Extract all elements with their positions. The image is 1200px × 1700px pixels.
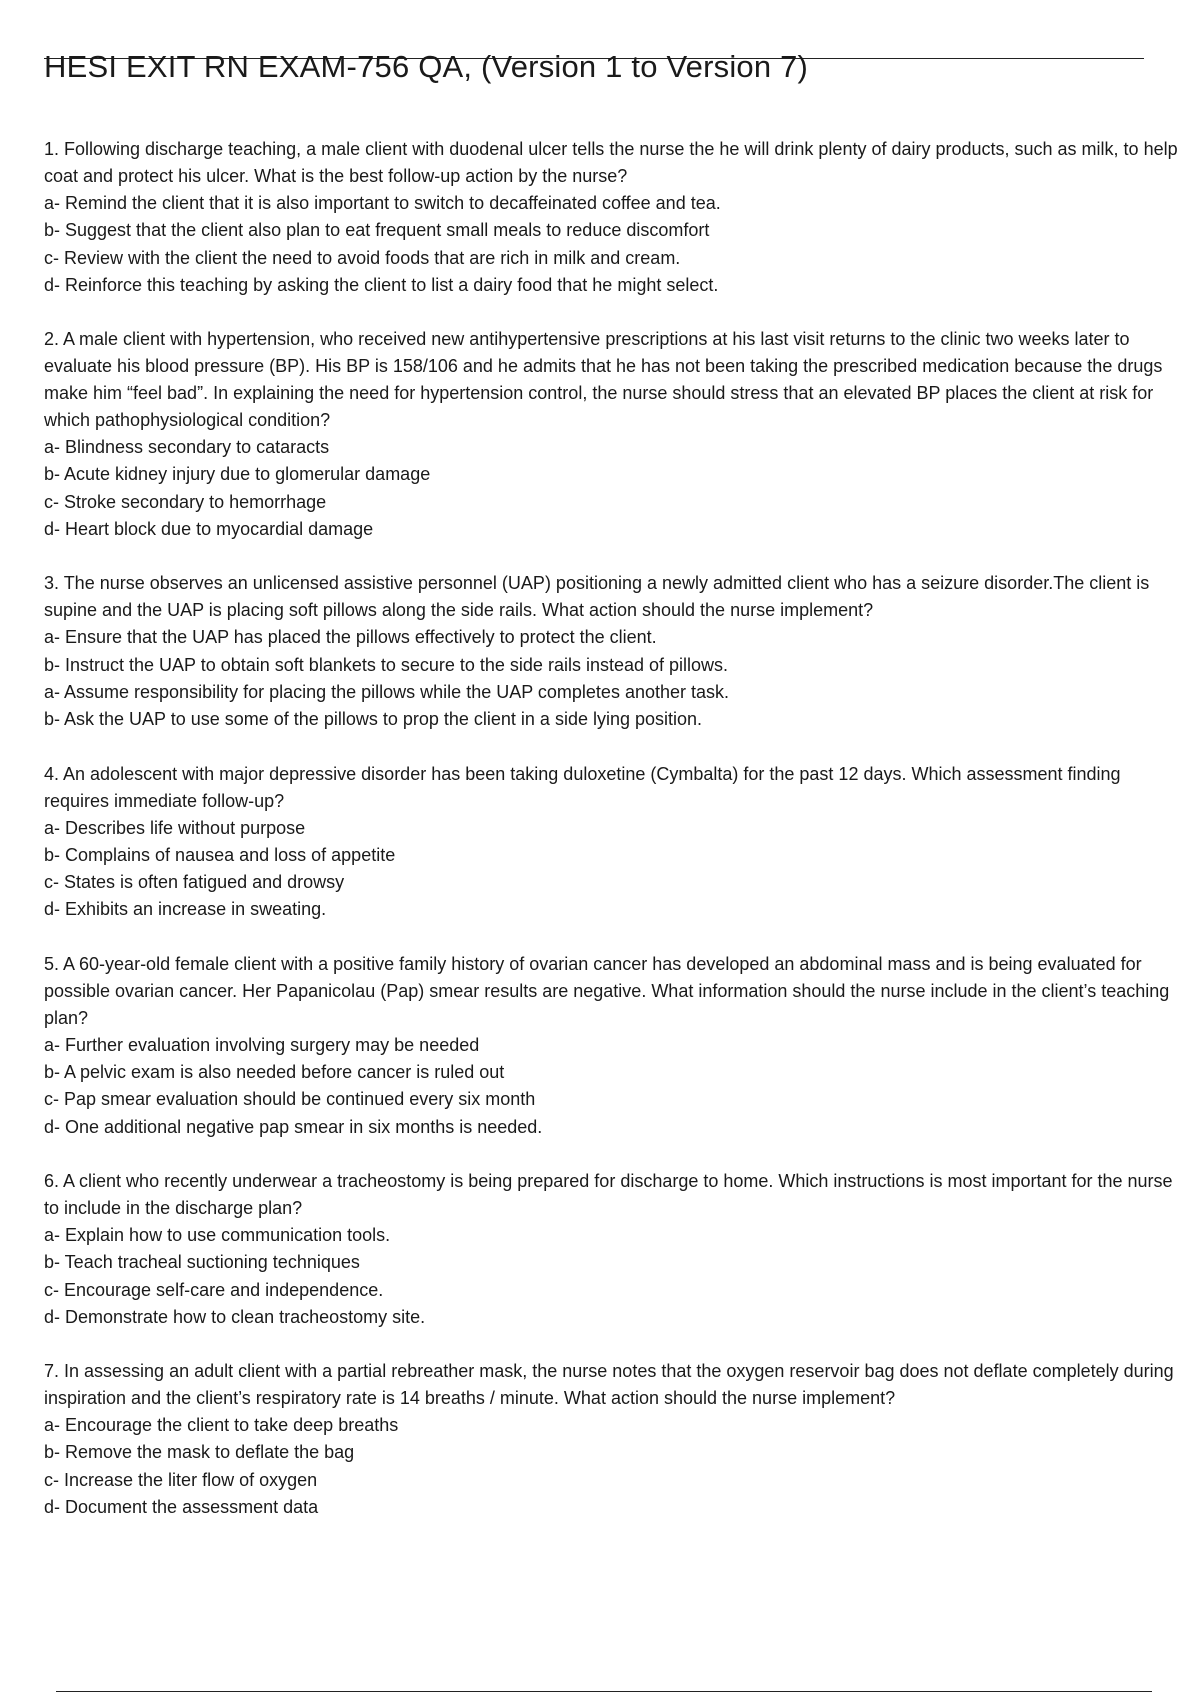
question-stem: 6. A client who recently underwear a tracheostomy is being prepared for discharge to home. Which instructions is most important for the nurse to include in the discharge plan? — [44, 1170, 1173, 1218]
answer-option: b- A pelvic exam is also needed before cancer is ruled out — [44, 1062, 505, 1083]
question-list — [44, 136, 1184, 1548]
answer-option: c- States is often fatigued and drowsy — [44, 872, 345, 893]
question-5 — [44, 951, 1184, 1141]
document-title: HESI EXIT RN EXAM-756 QA, (Version 1 to Version 7) — [44, 49, 809, 84]
answer-option: d- Exhibits an increase in sweating. — [44, 899, 327, 920]
question-2 — [44, 326, 1184, 543]
answer-option: d- Reinforce this teaching by asking the client to list a dairy food that he might select. — [44, 274, 719, 295]
footer-rule — [56, 1691, 1152, 1692]
answer-options — [44, 1412, 1184, 1521]
question-stem: 7. In assessing an adult client with a partial rebreather mask, the nurse notes that the oxygen reservoir bag does not deflate completely during inspiration and the client’s respiratory rate is 14 breaths / minute. What action should the nurse implement? — [44, 1361, 1174, 1409]
answer-options — [44, 1222, 1184, 1331]
answer-option: c- Review with the client the need to avoid foods that are rich in milk and cream. — [44, 247, 681, 268]
answer-option: a- Explain how to use communication tools. — [44, 1224, 391, 1245]
question-3 — [44, 570, 1184, 733]
answer-option: a- Encourage the client to take deep breaths — [44, 1415, 399, 1436]
answer-option: a- Remind the client that it is also important to switch to decaffeinated coffee and tea. — [44, 193, 721, 213]
answer-option: a- Describes life without purpose — [44, 817, 306, 838]
answer-options — [44, 434, 1184, 543]
answer-option: c- Stroke secondary to hemorrhage — [44, 491, 327, 512]
answer-option: b- Complains of nausea and loss of appetite — [44, 844, 396, 865]
answer-option: d- Demonstrate how to clean tracheostomy site. — [44, 1306, 426, 1327]
answer-option: a- Further evaluation involving surgery may be needed — [44, 1034, 480, 1055]
answer-option: c- Increase the liter flow of oxygen — [44, 1469, 318, 1490]
title-row — [44, 44, 1144, 90]
answer-options — [44, 1032, 1184, 1141]
answer-option: d- Heart block due to myocardial damage — [44, 519, 374, 540]
answer-option: b- Suggest that the client also plan to eat frequent small meals to reduce discomfort — [44, 220, 710, 241]
answer-option: a- Ensure that the UAP has placed the pillows effectively to protect the client. — [44, 627, 657, 648]
answer-options — [44, 190, 1184, 299]
answer-option: c- Encourage self-care and independence. — [44, 1279, 384, 1300]
answer-option: d- One additional negative pap smear in six months is needed. — [44, 1116, 543, 1137]
answer-options — [44, 624, 1184, 733]
answer-option: c- Pap smear evaluation should be continued every six month — [44, 1089, 536, 1110]
question-stem: 3. The nurse observes an unlicensed assistive personnel (UAP) positioning a newly admitted client who has a seizure disorder.The client is supine and the UAP is placing soft pillows along the side rails. What action should the nurse implement? — [44, 573, 1150, 621]
answer-option: b- Ask the UAP to use some of the pillows to prop the client in a side lying position. — [44, 709, 703, 730]
answer-option: d- Document the assessment data — [44, 1497, 319, 1518]
answer-option: b- Acute kidney injury due to glomerular damage — [44, 464, 431, 485]
answer-option: b- Teach tracheal suctioning techniques — [44, 1252, 360, 1273]
answer-option: a- Assume responsibility for placing the pillows while the UAP completes another task. — [44, 681, 730, 702]
question-stem: 5. A 60-year-old female client with a positive family history of ovarian cancer has developed an abdominal mass and is being evaluated for possible ovarian cancer. Her Papanicolau (Pap) smear results are negative. What information should the nurse include in the client’s teaching plan? — [44, 953, 1170, 1028]
answer-option: b- Remove the mask to deflate the bag — [44, 1442, 355, 1463]
question-1 — [44, 136, 1184, 299]
question-stem: 4. An adolescent with major depressive disorder has been taking duloxetine (Cymbalta) for the past 12 days. Which assessment finding requires immediate follow-up? — [44, 763, 1121, 811]
question-4 — [44, 761, 1184, 924]
question-7 — [44, 1358, 1184, 1521]
question-stem: 2. A male client with hypertension, who received new antihypertensive prescriptions at his last visit returns to the clinic two weeks later to evaluate his blood pressure (BP). His BP is 158/106 and he admits that he has not been taking the prescribed medication because the drugs make him “feel bad”. In explaining the need for hypertension control, the nurse should stress that an elevated BP places the client at risk for which pathophysiological condition? — [44, 329, 1163, 431]
question-6 — [44, 1168, 1184, 1331]
answer-option: a- Blindness secondary to cataracts — [44, 437, 330, 458]
question-stem: 1. Following discharge teaching, a male client with duodenal ulcer tells the nurse the he will drink plenty of dairy products, such as milk, to help coat and protect his ulcer. What is the best follow-up action by the nurse? — [44, 139, 1178, 186]
answer-options — [44, 815, 1184, 924]
answer-option: b- Instruct the UAP to obtain soft blankets to secure to the side rails instead of pillows. — [44, 654, 729, 675]
